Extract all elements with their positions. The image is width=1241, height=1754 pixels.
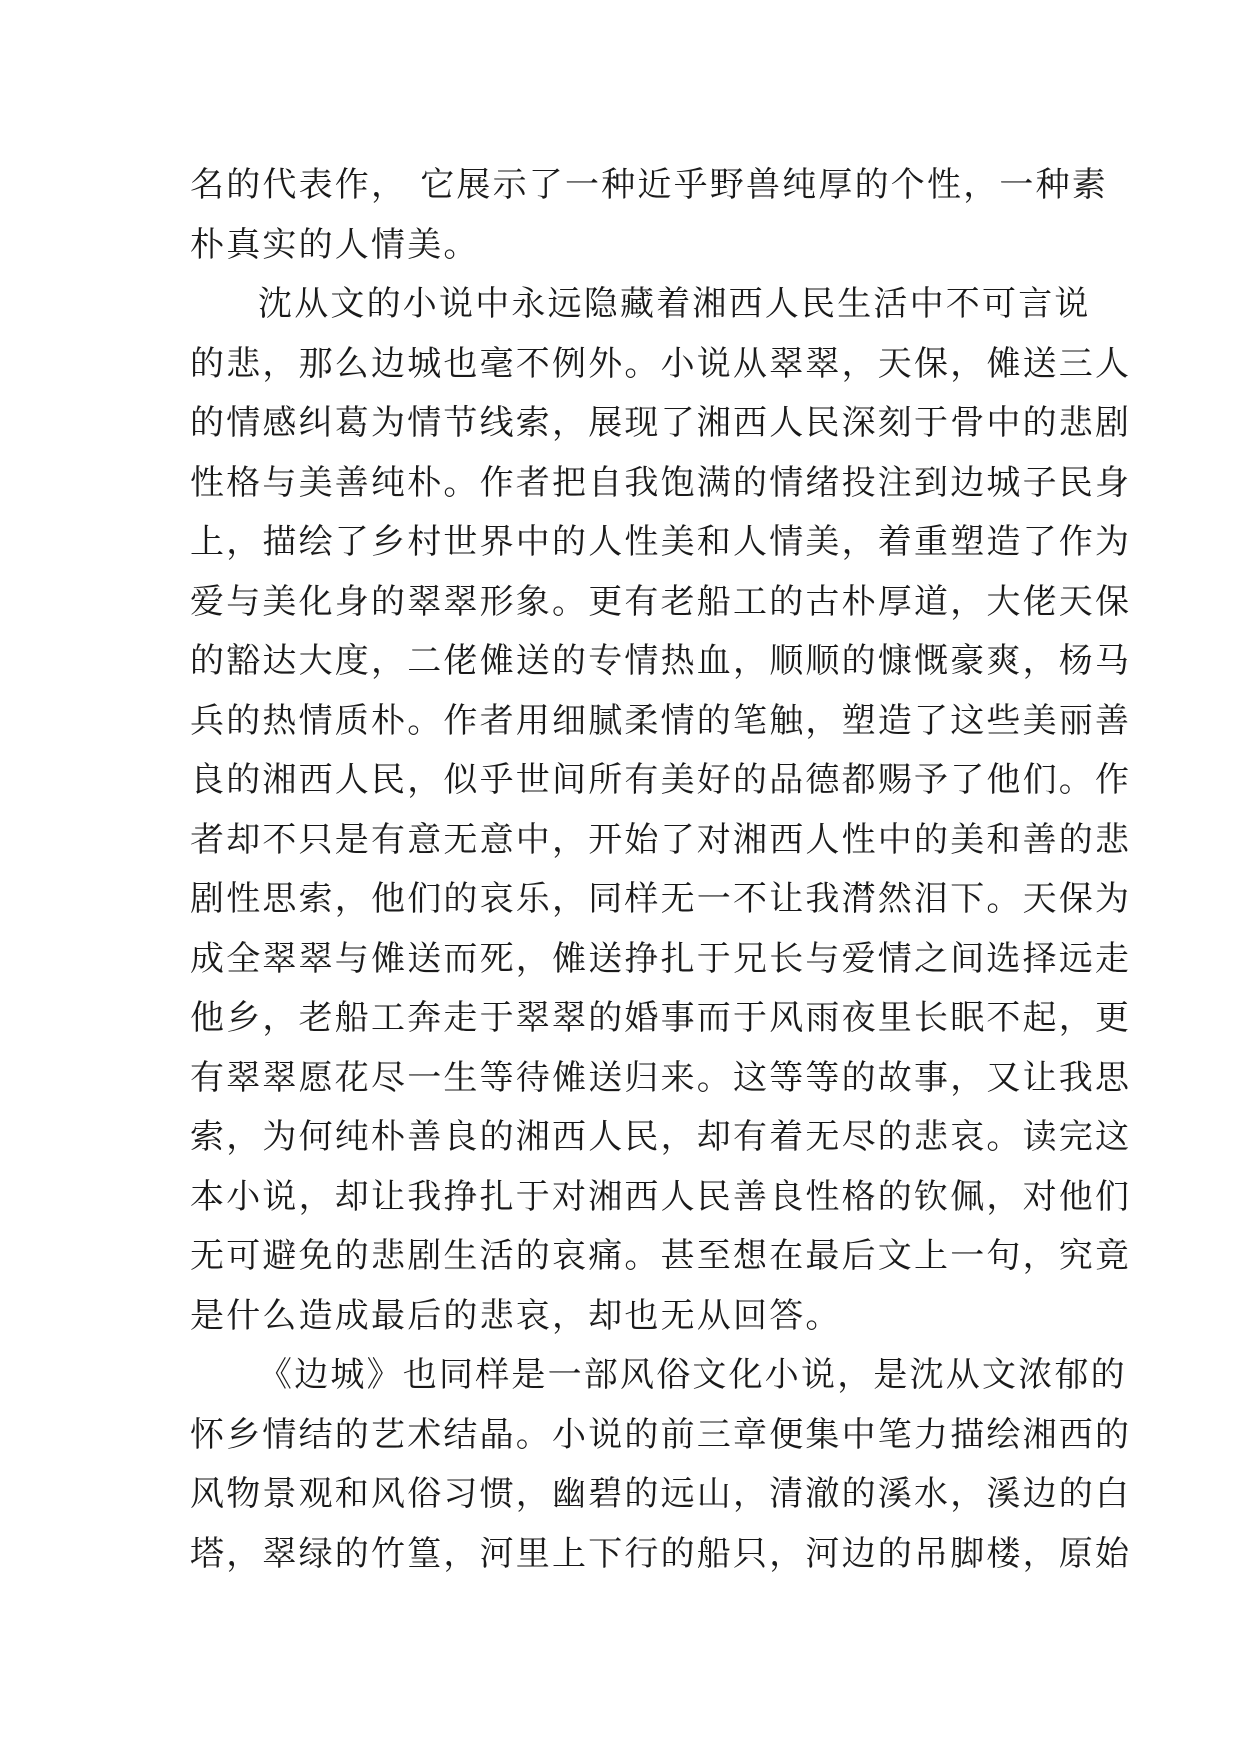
text-line: 剧性思索，他们的哀乐，同样无一不让我潸然泪下。天保为 xyxy=(190,879,1132,919)
text-line: 风物景观和风俗习惯，幽碧的远山，清澈的溪水，溪边的白 xyxy=(190,1474,1132,1514)
paragraph-3 xyxy=(190,1346,1132,1584)
text-line: 有翠翠愿花尽一生等待傩送归来。这等等的故事，又让我思 xyxy=(190,1057,1132,1098)
text-line: 怀乡情结的艺术结晶。小说的前三章便集中笔力描绘湘西的 xyxy=(190,1414,1132,1455)
text-line: 爱与美化身的翠翠形象。更有老船工的古朴厚道，大佬天保 xyxy=(190,581,1132,622)
text-line: 性格与美善纯朴。作者把自我饱满的情绪投注到边城子民身 xyxy=(190,462,1132,503)
text-line: 沈从文的小说中永远隐藏着湘西人民生活中不可言说 xyxy=(258,284,1091,324)
text-line: 朴真实的人情美。 xyxy=(190,224,480,265)
text-line: 上，描绘了乡村世界中的人性美和人情美，着重塑造了作为 xyxy=(190,522,1132,562)
text-line: 成全翠翠与傩送而死，傩送挣扎于兄长与爱情之间选择远走 xyxy=(190,938,1132,979)
text-line: 者却不只是有意无意中，开始了对湘西人性中的美和善的悲 xyxy=(190,819,1132,860)
text-line: 本小说，却让我挣扎于对湘西人民善良性格的钦佩，对他们 xyxy=(190,1176,1132,1217)
text-line: 他乡，老船工奔走于翠翠的婚事而于风雨夜里长眠不起，更 xyxy=(190,998,1132,1038)
text-line: 是什么造成最后的悲哀，却也无从回答。 xyxy=(190,1295,842,1336)
text-line: 塔，翠绿的竹篁，河里上下行的船只，河边的吊脚楼，原始 xyxy=(190,1533,1132,1574)
text-line: 无可避免的悲剧生活的哀痛。甚至想在最后文上一句，究竟 xyxy=(190,1236,1132,1276)
text-line: 《边城》也同样是一部风俗文化小说，是沈从文浓郁的 xyxy=(258,1355,1127,1395)
paragraph-2 xyxy=(190,275,1132,1346)
text-line: 良的湘西人民，似乎世间所有美好的品德都赐予了他们。作 xyxy=(190,760,1132,800)
paragraph-1 xyxy=(190,156,1109,275)
text-line: 兵的热情质朴。作者用细腻柔情的笔触，塑造了这些美丽善 xyxy=(190,700,1132,741)
text-line: 的悲，那么边城也毫不例外。小说从翠翠，天保，傩送三人 xyxy=(190,343,1132,384)
text-line: 名的代表作， 它展示了一种近乎野兽纯厚的个性，一种素 xyxy=(190,165,1109,205)
text-line: 的豁达大度，二佬傩送的专情热血，顺顺的慷慨豪爽，杨马 xyxy=(190,641,1132,681)
text-line: 的情感纠葛为情节线索，展现了湘西人民深刻于骨中的悲剧 xyxy=(190,403,1132,443)
text-line: 索，为何纯朴善良的湘西人民，却有着无尽的悲哀。读完这 xyxy=(190,1117,1132,1157)
body-text xyxy=(190,156,1132,1584)
